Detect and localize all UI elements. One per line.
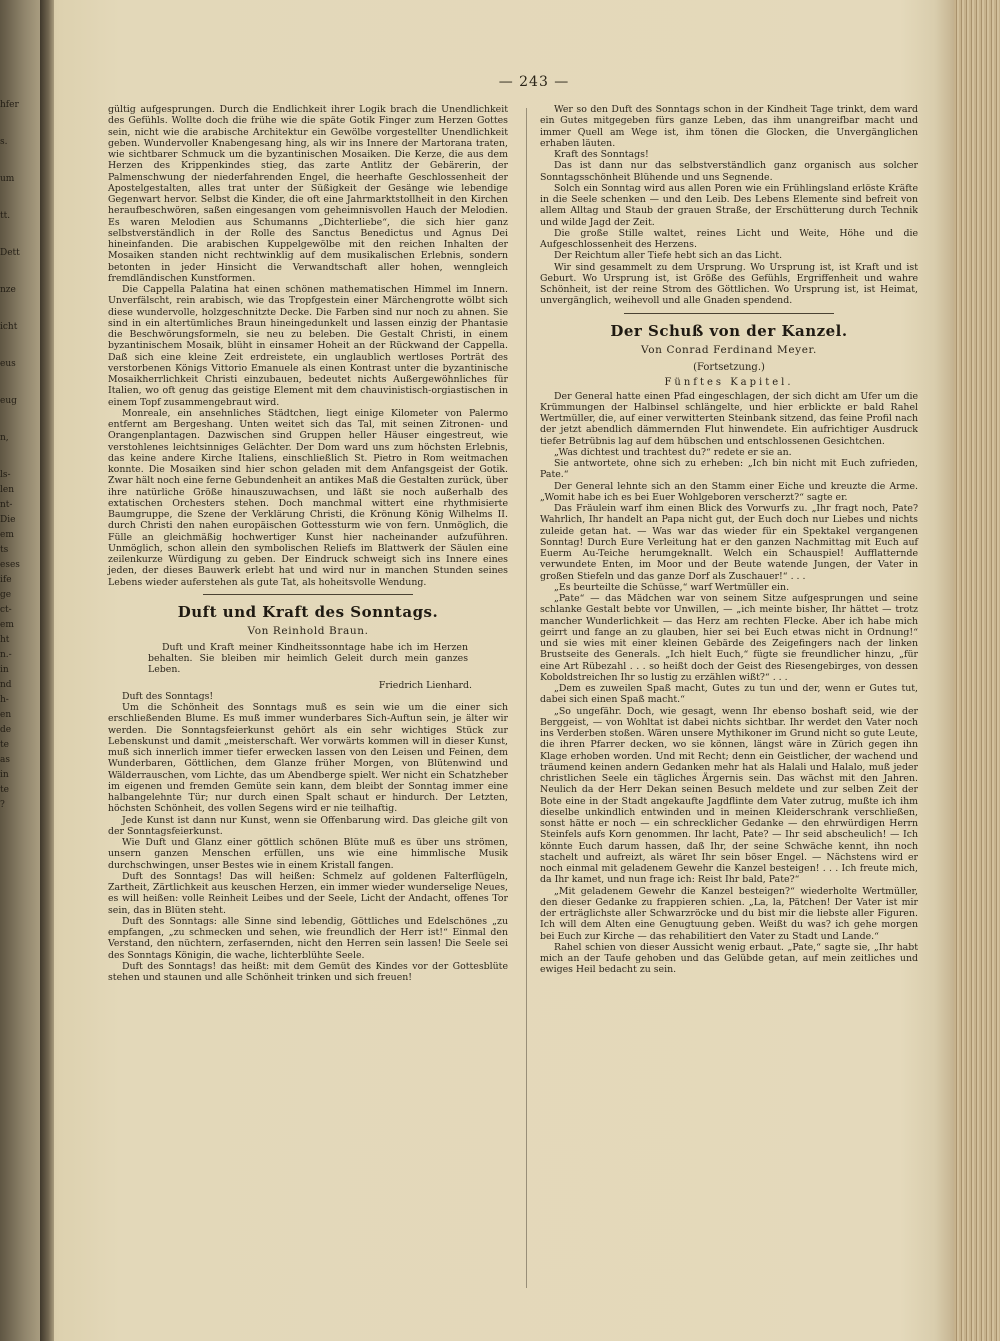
section-divider (624, 313, 834, 314)
previous-page-fragments (0, 100, 40, 811)
margin-fragment: te (0, 785, 9, 795)
margin-fragment: len (0, 485, 15, 495)
margin-fragment: as (0, 755, 10, 765)
article-title: Der Schuß von der Kanzel. (610, 321, 848, 340)
margin-fragment: in (0, 665, 9, 675)
margin-fragment: en (0, 710, 12, 720)
book-spine (40, 0, 54, 1341)
margin-fragment: nd (0, 680, 12, 690)
motto-author: Friedrich Lienhard. (378, 679, 472, 691)
page (54, 0, 954, 1341)
margin-fragment: h- (0, 695, 9, 705)
margin-fragment: nze (0, 285, 16, 295)
margin-fragment: ge (0, 590, 12, 600)
chapter-heading: Fünftes Kapitel. (664, 376, 794, 388)
paragraph: „So ungefähr. Doch, wie gesagt, wenn Ihr ebenso boshaft seid, wie der Berggeist, — von Wohltat ist dabei nichts sichtbar. Ihr werdet den Vater noch ins Verderben stoßen. Wären unsere Mythikoner im Grund nicht so gute Leute, die ihren Pfarrer decken, wo sie können, längst wäre in Zürich gegen ihn Klage erhoben worden. Und mit Recht; denn ein Geistlicher, der wachend und träumend keinen andern Gedanken mehr hat als Halali und Halalo, muß jeder christlichen Seele ein tägliches Ärgernis sein. Das wächst mit den Jahren. Neulich da der Herr Dekan seinen Besuch meldete und zur selben Zeit der Bote eine in der Stadt angekaufte Jagdflinte dem Vater zutrug, mußte ich ihm dieselbe unkindlich entwinden und in meinen Kleiderschrank verschließen, sonst hätte er noch — ein schrecklicher Gedanke — den ehrwürdigen Herrn Steinfels aufs Korn genommen. Ihr lacht, Pate? — Ihr seid abscheulich! — Ich könnte Euch darum hassen, daß Ihr, der seine Schwäche kennt, ihn noch stachelt und aufreizt, als wäret Ihr sein böser Engel. — Nächstens wird er noch einmal mit geladenem Gewehr die Kanzel besteigen! . . . Ich freute mich, da Ihr kamet, und nun frage ich: Reist Ihr bald, Pate?“ (540, 705, 918, 886)
paragraph: Rahel schien von dieser Aussicht wenig erbaut. „Pate,“ sagte sie, „Ihr habt mich an der Taufe gehoben und das Gelübde getan, auf mein zeitliches und ewiges Heil bedacht zu sein. (540, 941, 918, 976)
margin-fragment: eses (0, 560, 20, 570)
margin-fragment: nt- (0, 500, 13, 510)
margin-fragment: s. (0, 137, 8, 147)
paragraph: Solch ein Sonntag wird aus allen Poren wie ein Frühlingsland erlöste Kräfte in die Seele schenken — und den Leib. Des Lebens Elemente sind befreit von allem Alltag und Staub der grauen Straße, der Erschütterung durch Technik und wilde Jagd der Zeit. (540, 182, 918, 228)
paragraph: Sie antwortete, ohne sich zu erheben: „Ich bin nicht mit Euch zufrieden, Pate.“ (540, 458, 918, 481)
margin-fragment: ife (0, 575, 12, 585)
margin-fragment: em (0, 530, 14, 540)
paragraph: „Mit geladenem Gewehr die Kanzel besteigen?“ wiederholte Wertmüller, den dieser Gedanke zu frappieren schien. „La, la, Pätchen! Der Vater ist mir der erträglichste aller Schwarzröcke und du bist mir die liebste aller Figuren. Ich will dem Alten eine Genugtuung geben. Weißt du was? ich gehe morgen bei Euch zur Kirche — das rehabilitiert den Vater zu Stadt und Lande.“ (540, 885, 918, 942)
paragraph: Die Cappella Palatina hat einen schönen mathematischen Himmel im Innern. Unverfälscht, rein arabisch, wie das Tropfgestein einer Märchengrotte wölbt sich diese wundervolle, holzgeschnitzte Decke. Die Farben sind nur noch zu ahnen. Sie sind in ein altertümliches Braun hineingedunkelt und lassen einzig der Phantasie die Beschwörungsformeln, sie neu zu beleben. Die Gestalt Christi, in einem byzantinischem Mosaik, blüht in einsamer Hoheit an der Rückwand der Cappella. Daß sich eine kleine Zeit erdreistete, ein unglaublich wertloses Porträt des verstorbenen Königs Vittorio Emanuele als einen Kontrast unter die byzantinische Mosaikherrlichkeit Christi einzubauen, bedeutet nichts Außergewöhnliches für Italien, wo oft genug das geistige Element mit dem chauvinistisch-orgiastischen in einem Topf zusammengebraut wird. (108, 284, 508, 408)
margin-fragment: ht (0, 635, 10, 645)
margin-fragment: tt. (0, 211, 11, 221)
paragraph: Wer so den Duft des Sonntags schon in der Kindheit Tage trinkt, dem ward ein Gutes mitgegeben fürs ganze Leben, das ihm unangreifbar macht und immer Quell am Wege ist, ihm tönen die Glocken, die Unvergänglichen erhaben läuten. (540, 104, 918, 149)
margin-fragment: ? (0, 800, 5, 810)
margin-fragment: um (0, 174, 15, 184)
article-byline: Von Conrad Ferdinand Meyer. (641, 343, 817, 356)
continuation-note: (Fortsetzung.) (693, 361, 765, 373)
paragraph: Um die Schönheit des Sonntags muß es sein wie um die einer sich erschließenden Blume. Es muß immer wunderbares Sich-Auftun sein, je älter wir werden. Die Sonntagsfeierkunst gehört als ein sehr wichtiges Stück zur Lebenskunst und damit „meisterschaft. Wer vorwärts kommen will in dieser Kunst, muß sich innerlich immer tiefer erwecken lassen von den Leisen und Feinen, dem Wunderbaren, Göttlichen, dem Glanze früher Morgen, von Blütenwind und Wälderrauschen, vom Lichte, das um Abendberge spielt. Wer nicht ein Schatzheber im eigenen und fremden Gemüte sein kann, dem bleibt der Sonntag immer eine halbangelehnte Tür; nur durch einen Spalt schaut er hindurch. Der Letzten, höchsten Schönheit, des vollen Segens wird er nie teilhaftig. (108, 702, 508, 815)
margin-fragment: em (0, 620, 14, 630)
paragraph: Duft des Sonntags! das heißt: mit dem Gemüt des Kindes vor der Gottesblüte stehen und staunen und alle Schönheit trinken und sich freuen! (108, 960, 508, 983)
paragraph: Die große Stille waltet, reines Licht und Weite, Höhe und die Aufgeschlossenheit des Herzens. (540, 227, 918, 250)
margin-fragment: ls- (0, 470, 11, 480)
paragraph: „Dem es zuweilen Spaß macht, Gutes zu tun und der, wenn er Gutes tut, dabei sich einen Spaß macht.“ (540, 683, 918, 706)
page-number: — 243 — (498, 74, 570, 90)
margin-fragment: n, (0, 433, 9, 443)
paragraph: Das ist dann nur das selbstverständlich ganz organisch aus solcher Sonntagsschönheit Blühende und uns Segnende. (540, 160, 918, 183)
margin-fragment: ct- (0, 605, 12, 615)
paragraph: Duft des Sonntags! (122, 690, 214, 702)
margin-fragment: Die (0, 515, 16, 525)
right-column (540, 104, 918, 976)
column-rule (526, 108, 527, 1288)
margin-fragment: hfer (0, 100, 19, 110)
margin-fragment: ts (0, 545, 9, 555)
margin-fragment: in (0, 770, 9, 780)
margin-fragment: te (0, 740, 9, 750)
left-column (108, 104, 508, 983)
paragraph: „Es beurteilte die Schüsse,“ warf Wertmüller ein. (554, 581, 790, 593)
paragraph: Duft des Sonntags: alle Sinne sind lebendig, Göttliches und Edelschönes „zu empfangen, „zu schmecken und sehen, wie freundlich der Herr ist!“ Einmal den Verstand, den nüchtern, zerfasernden, nicht den Herren sein lassen! Die Seele sei des Sonntags Königin, die wache, lichterblühte Seele. (108, 915, 508, 961)
article-byline: Von Reinhold Braun. (247, 624, 369, 637)
motto: Duft und Kraft meiner Kindheitssonntage habe ich im Herzen behalten. Sie bleiben mir heimlich Geleit durch mein ganzes Leben. (148, 641, 468, 676)
paragraph: Wir sind gesammelt zu dem Ursprung. Wo Ursprung ist, ist Kraft und ist Geburt. Wo Ursprung ist, ist Größe des Gefühls, Ergriffenheit und wahre Schönheit, ist der reine Strom des Göttlichen. Wo Ursprung ist, ist Heimat, unvergänglich, weihevoll und alle Gnaden spendend. (540, 261, 918, 307)
article-title: Duft und Kraft des Sonntags. (177, 602, 439, 621)
paragraph: Der General hatte einen Pfad eingeschlagen, der sich dicht am Ufer um die Krümmungen der Halbinsel schlängelte, und hier erblickte er bald Rahel Wertmüller, die, auf einer verwitterten Steinbank sitzend, das feine Profil nach der jetzt abendlich dämmernden Flut hinwendete. Ein aufrichtiger Ausdruck tiefer Betrübnis lag auf dem hübschen und entschlossenen Gesichtchen. (540, 390, 918, 447)
paragraph: Wie Duft und Glanz einer göttlich schönen Blüte muß es über uns strömen, unsern ganzen Menschen erfüllen, uns wie eine himmlische Musik durchschwingen, unser Bestes wie in einem Kristall fangen. (108, 837, 508, 871)
paragraph: Der Reichtum aller Tiefe hebt sich an das Licht. (554, 250, 783, 262)
section-divider (203, 594, 413, 595)
margin-fragment: icht (0, 322, 18, 332)
paragraph: Monreale, ein ansehnliches Städtchen, liegt einige Kilometer von Palermo entfernt am Bergeshang. Unten weitet sich das Tal, mit seinen Zitronen- und Orangenplantagen. Dazwischen sind Gruppen heller Häuser eingestreut, wie verstohlenes leichtsinniges Gelächter. Der Dom ward uns zum höchsten Erlebnis, das keine andere Kirche Italiens, einschließlich St. Pietro in Rom weitmachen konnte. Die Mosaiken sind hier schon geladen mit dem Anfangsgeist der Gotik. Zwar hält noch eine ferne Gebundenheit an antikes Maß die Gestalten zurück, über ihre natürliche Größe hinauszuwachsen, und läßt sie noch außerhalb des extatischen Orchesters stehen. Doch manchmal wittert eine rhythmisierte Baumgruppe, die Szene der Verklärung Christi, die Krönung König Wilhelms II. durch Christi den nahen europäischen Gottessturm wie von fern. Unmöglich, die Fülle an gleichmäßig hochwertiger Kunst hier nacheinander aufzuführen. Unmöglich, schon allein den symbolischen Reliefs im Blattwerk der Säulen eine zeilenkurze Würdigung zu geben. Der Eindruck schweigt sich ins Innere eines jeden, der dieses Bauwerk erlebt hat und wird nur in manchen Stunden seines Lebens wieder auferstehen als gute Tat, als hoheitsvolle Wendung. (108, 407, 508, 588)
paragraph: Das Fräulein warf ihm einen Blick des Vorwurfs zu. „Ihr fragt noch, Pate? Wahrlich, Ihr handelt an Papa nicht gut, der Euch doch nur Liebes und nichts zuleide getan hat. — Was war das wieder für ein Spektakel vergangenen Sonntag! Durch Eure Verleitung hat er den ganzen Nachmittag mit Euch auf Euerm Au-Teiche herumgeknallt. Welch ein Schauspiel! Aufflatternde verwundete Enten, im Moor und der Beute watende Jungen, der Vater in großen Stiefeln und das ganze Dorf als Zuschauer!“ . . . (540, 503, 918, 582)
paragraph: Jede Kunst ist dann nur Kunst, wenn sie Offenbarung wird. Das gleiche gilt von der Sonntagsfeierkunst. (108, 814, 508, 837)
paragraph: „Was dichtest und trachtest du?“ redete er sie an. (554, 446, 792, 458)
page-edges (954, 0, 1000, 1341)
paragraph: Der General lehnte sich an den Stamm einer Eiche und kreuzte die Arme. „Womit habe ich es bei Euer Wohlgeboren verscherzt?“ sagte er. (540, 480, 918, 503)
margin-fragment: Dett (0, 248, 20, 258)
margin-fragment: eus (0, 359, 16, 369)
margin-fragment: n.- (0, 650, 12, 660)
paragraph: Kraft des Sonntags! (554, 149, 649, 160)
paragraph: gültig aufgesprungen. Durch die Endlichkeit ihrer Logik brach die Unendlichkeit des Gefühls. Wollte doch die frühe wie die späte Gotik Finger zum Herzen Gottes sein, nicht wie die arabische Architektur ein Gewölbe vorgestellter Unendlichkeit geben. Wundervoller Knabengesang hing, als wir ins Innere der Martorana traten, wie sichtbarer Schmuck um die byzantinischen Mosaiken. Die Kerze, die aus dem Herzen des Krippenkindes stieg, das zarte Antlitz der Gebärerin, der Palmenschwung der niederfahrenden Engel, die heerhafte Geschlossenheit der Apostelgestalten, alles trat unter der Süßigkeit der Gesänge wie lebendige Gegenwart hervor. Selbst die Kinder, die oft eine Jahrmarktstollheit in den Kirchen heraufbeschwören, saßen eingesangen vom geheimnisvollen Hauch der Melodien. Es waren Melodien aus Schumanns „Dichterliebe“, die sich hier ganz selbstverständlich in der Rolle des Sanctus Benedictus und Agnus Dei hineinfanden. Die arabischen Kuppelgewölbe mit den reichen Inhalten der Mosaiken standen nicht rechtwinklig auf dem musikalischen Erlebnis, sondern betonten in jeder Hinsicht die Verwandtschaft aller hohen, wenngleich fremdländischen Kunstformen. (108, 104, 508, 284)
paragraph: Duft des Sonntags! Das will heißen: Schmelz auf goldenen Falterflügeln, Zartheit, Zärtlichkeit aus keuschen Herzen, ein immer wieder wunderselige Neues, es will heißen: volle Reinheit Leibes und der Seele, Licht der Andacht, offenes Tor sein, das in Blüten steht. (108, 870, 508, 916)
paragraph: „Pate“ — das Mädchen war von seinem Sitze aufgesprungen und seine schlanke Gestalt bebte vor Unwillen, — „ich meinte bisher, Ihr hättet — trotz mancher Wunderlichkeit — das Herz am rechten Flecke. Aber ich habe mich geirrt und fange an zu glauben, hier sei bei Euch etwas nicht in Ordnung!“ und sie wies mit einer kleinen Gebärde des Zeigefingers nach der linken Brustseite des Generals. „Ich hielt Euch,“ fügte sie freundlicher hinzu, „für eine Art Rübezahl . . . so heißt doch der Geist des Riesengebirges, von dessen Koboldstreichen Ihr so lustig zu erzählen wißt?“ . . . (540, 593, 918, 683)
margin-fragment: eug (0, 396, 17, 406)
margin-fragment: de (0, 725, 12, 735)
